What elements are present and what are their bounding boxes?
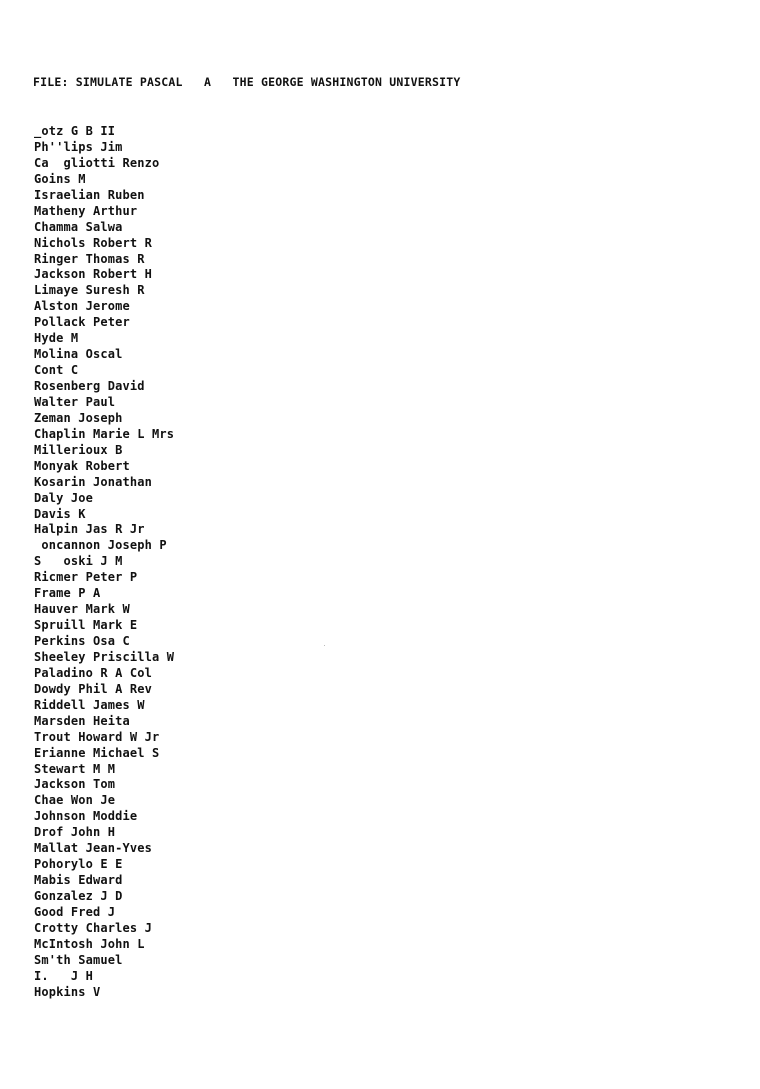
list-item: Gonzalez J D xyxy=(34,889,123,903)
list-item: Halpin Jas R Jr xyxy=(34,522,145,537)
list-item: Riddell James W xyxy=(34,697,145,712)
file-name: SIMULATE PASCAL xyxy=(75,75,183,89)
list-item: Sheeley Priscilla W xyxy=(34,649,175,664)
list-item: Ph''lips Jim xyxy=(34,139,123,154)
list-item: Molina Oscal xyxy=(34,347,123,362)
list-item: Jackson Robert H xyxy=(34,267,152,282)
list-item: Johnson Moddie xyxy=(34,809,138,824)
list-item: Ca gliotti Renzo xyxy=(34,155,160,170)
list-item: Chamma Salwa xyxy=(34,219,123,234)
file-mode: A xyxy=(203,75,212,89)
list-item: Hopkins V xyxy=(34,984,101,999)
list-item: Erianne Michael S xyxy=(34,745,160,760)
list-item: Matheny Arthur xyxy=(34,203,138,218)
list-item: Cont C xyxy=(34,363,79,378)
list-item: S oski J M xyxy=(34,554,123,569)
file-label: FILE: xyxy=(33,75,69,89)
list-item: Monyak Robert xyxy=(34,458,130,473)
list-item: Limaye Suresh R xyxy=(34,283,145,298)
file-header xyxy=(33,75,460,89)
list-item: Jackson Tom xyxy=(34,777,116,792)
list-item: Perkins Osa C xyxy=(34,634,130,648)
list-item: Sm'th Samuel xyxy=(34,952,123,967)
list-item: McIntosh John L xyxy=(34,936,145,951)
institution-name: THE GEORGE WASHINGTON UNIVERSITY xyxy=(232,75,461,89)
list-item: Marsden Heita xyxy=(34,713,130,728)
list-item: Chae Won Je xyxy=(34,793,116,808)
list-item: Hyde M xyxy=(34,331,79,346)
list-item: Davis K xyxy=(34,506,86,521)
list-item: Kosarin Jonathan xyxy=(34,474,152,489)
list-item: Nichols Robert R xyxy=(34,235,152,250)
list-item: Mallat Jean-Yves xyxy=(34,841,152,856)
list-item: Rosenberg David xyxy=(34,379,145,393)
list-item: Mabis Edward xyxy=(34,873,123,888)
list-item: Pollack Peter xyxy=(34,315,130,330)
list-item: Israelian Ruben xyxy=(34,187,145,202)
list-item: _otz G B II xyxy=(34,124,116,138)
scan-speck xyxy=(324,645,325,646)
name-list xyxy=(34,124,174,1001)
list-item: Paladino R A Col xyxy=(34,665,152,680)
list-item: Frame P A xyxy=(34,586,101,601)
list-item: Goins M xyxy=(34,171,86,186)
list-item: Ricmer Peter P xyxy=(34,570,138,585)
list-item: Hauver Mark W xyxy=(34,602,130,617)
list-item: Good Fred J xyxy=(34,904,116,919)
list-item: Millerioux B xyxy=(34,442,123,457)
list-item: I. J H xyxy=(34,968,93,983)
list-item: Crotty Charles J xyxy=(34,920,152,935)
list-item: Spruill Mark E xyxy=(34,618,138,633)
list-item: Trout Howard W Jr xyxy=(34,729,160,744)
list-item: Drof John H xyxy=(34,825,116,840)
list-item: Walter Paul xyxy=(34,394,116,409)
list-item: oncannon Joseph P xyxy=(34,538,167,553)
list-item: Alston Jerome xyxy=(34,299,130,314)
list-item: Daly Joe xyxy=(34,490,93,505)
list-item: Pohorylo E E xyxy=(34,857,123,872)
list-item: Zeman Joseph xyxy=(34,410,123,425)
list-item: Dowdy Phil A Rev xyxy=(34,681,152,696)
list-item: Chaplin Marie L Mrs xyxy=(34,426,175,441)
list-item: Stewart M M xyxy=(34,761,116,776)
list-item: Ringer Thomas R xyxy=(34,251,145,266)
